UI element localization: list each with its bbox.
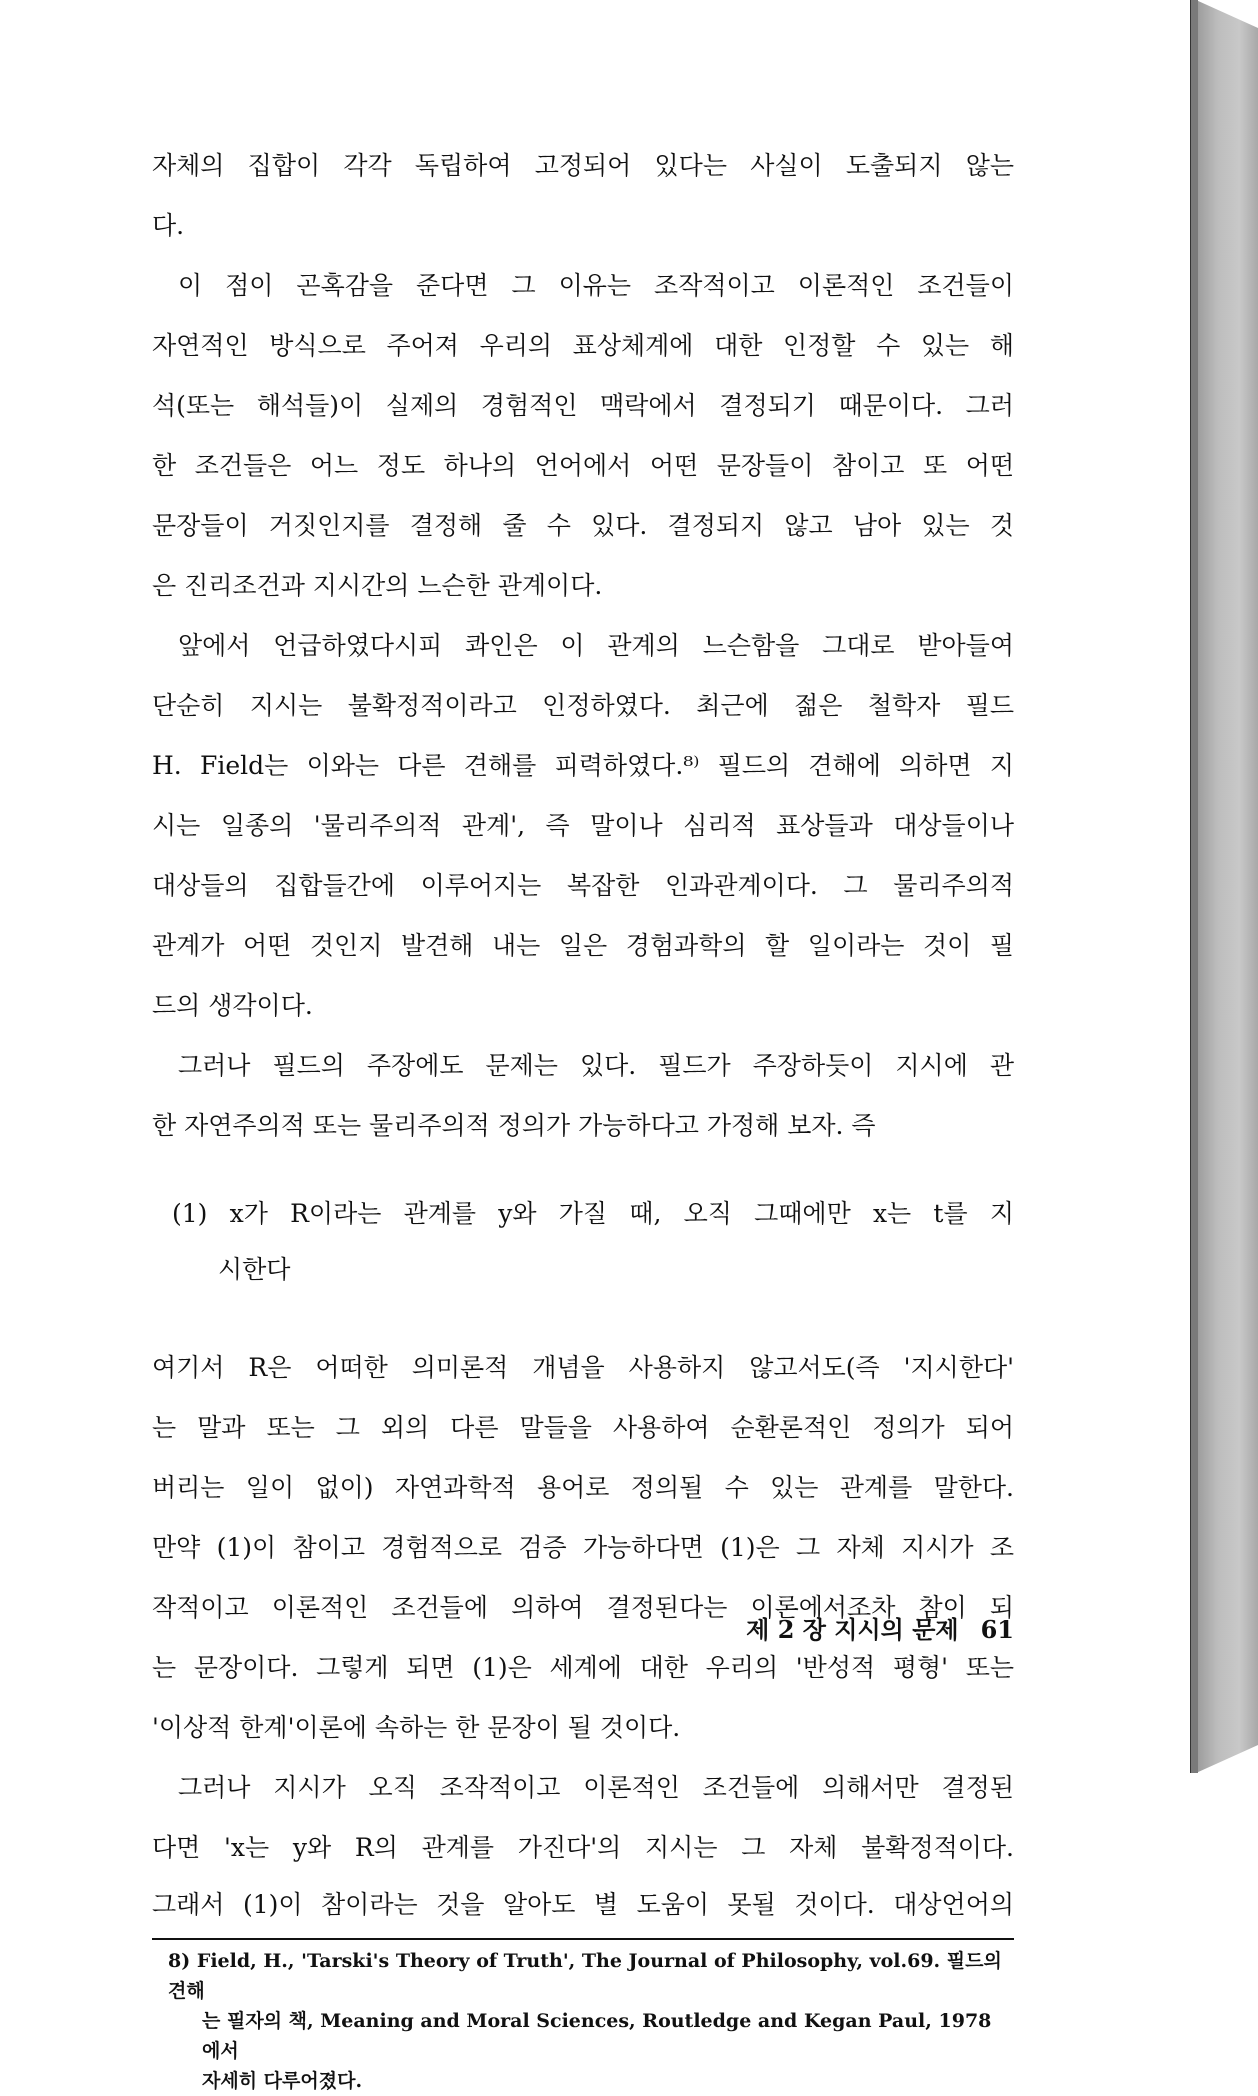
text-line: 시는 일종의 '물리주의적 관계', 즉 말이나 심리적 표상들과 대상들이나 xyxy=(152,811,1014,840)
text-line: 는 문장이다. 그렇게 되면 (1)은 세계에 대한 우리의 '반성적 평형' 또는 xyxy=(152,1653,1014,1682)
footnote xyxy=(152,1946,1014,2096)
text-line: '이상적 한계'이론에 속하는 한 문장이 될 것이다. xyxy=(152,1713,681,1742)
text-line: 한 자연주의적 또는 물리주의적 정의가 가능하다고 가정해 보자. 즉 xyxy=(152,1111,876,1140)
footnote-line: 8) Field, H., 'Tarski's Theory of Truth', The Journal of Philosophy, vol.69. 필드의 견해 xyxy=(168,1950,1002,2002)
book-page-edge xyxy=(1196,0,1258,1773)
text-line: 다. xyxy=(152,211,185,240)
text-line: 관계가 어떤 것인지 발견해 내는 일은 경험과학의 할 일이라는 것이 필 xyxy=(152,931,1014,960)
text-line: 그래서 (1)이 참이라는 것을 알아도 별 도움이 못될 것이다. 대상언어의 xyxy=(152,1878,1014,1940)
text-line: 버리는 일이 없이) 자연과학적 용어로 정의될 수 있는 관계를 말한다. xyxy=(152,1473,1014,1502)
text-line: 은 진리조건과 지시간의 느슨한 관계이다. xyxy=(152,571,603,600)
running-head-chapter: 제 2 장 지시의 문제 xyxy=(746,1615,959,1644)
text-line: 석(또는 해석들)이 실제의 경험적인 맥락에서 결정되기 때문이다. 그러 xyxy=(152,391,1014,420)
text-line: 대상들의 집합들간에 이루어지는 복잡한 인과관계이다. 그 물리주의적 xyxy=(152,871,1014,900)
text-line: 이 점이 곤혹감을 준다면 그 이유는 조작적이고 이론적인 조건들이 xyxy=(178,271,1014,300)
text-line: 한 조건들은 어느 정도 하나의 언어에서 어떤 문장들이 참이고 또 어떤 xyxy=(152,451,1014,480)
text-line: 드의 생각이다. xyxy=(152,991,313,1020)
text-line: 작적이고 이론적인 조건들에 의하여 결정된다는 이론에서조차 참이 되 xyxy=(152,1593,1014,1622)
book-spine-shadow xyxy=(1190,0,1198,1773)
text-line: 는 말과 또는 그 외의 다른 말들을 사용하여 순환론적인 정의가 되어 xyxy=(152,1413,1014,1442)
text-line: H. Field는 이와는 다른 견해를 피력하였다.⁸⁾ 필드의 견해에 의하면 지 xyxy=(152,751,1014,780)
text-line: 단순히 지시는 불확정적이라고 인정하였다. 최근에 젊은 철학자 필드 xyxy=(152,691,1014,720)
footnote-block xyxy=(152,1946,1014,2096)
page-footer xyxy=(700,1610,1014,1645)
text-line: 그러나 필드의 주장에도 문제는 있다. 필드가 주장하듯이 지시에 관 xyxy=(178,1051,1014,1080)
footnote-line: 는 필자의 책, Meaning and Moral Sciences, Routledge and Kegan Paul, 1978 에서 xyxy=(202,2010,992,2062)
page-number: 61 xyxy=(980,1615,1014,1644)
spacer xyxy=(152,1156,1014,1186)
text-line: 여기서 R은 어떠한 의미론적 개념을 사용하지 않고서도(즉 '지시한다' xyxy=(152,1353,1014,1382)
text-line: 다면 'x는 y와 R의 관계를 가진다'의 지시는 그 자체 불확정적이다. xyxy=(152,1833,1014,1862)
definition-line: (1) x가 R이라는 관계를 y와 가질 때, 오직 그때에만 x는 t를 지 xyxy=(172,1199,1014,1228)
text-line: 자체의 집합이 각각 독립하여 고정되어 있다는 사실이 도출되지 않는 xyxy=(152,151,1014,180)
paragraph-block-1 xyxy=(152,136,1014,1156)
footnote-line: 자세히 다루어졌다. xyxy=(202,2070,363,2092)
text-line: 그러나 지시가 오직 조작적이고 이론적인 조건들에 의해서만 결정된 xyxy=(178,1773,1014,1802)
text-line: 만약 (1)이 참이고 경험적으로 검증 가능하다면 (1)은 그 자체 지시가 조 xyxy=(152,1533,1014,1562)
spacer xyxy=(152,1298,1014,1338)
definition-block xyxy=(152,1186,1014,1298)
text-line: 문장들이 거짓인지를 결정해 줄 수 있다. 결정되지 않고 남아 있는 것 xyxy=(152,511,1014,540)
definition-line: 시한다 xyxy=(218,1255,291,1284)
text-line: 자연적인 방식으로 주어져 우리의 표상체계에 대한 인정할 수 있는 해 xyxy=(152,331,1014,360)
text-line: 앞에서 언급하였다시피 콰인은 이 관계의 느슨함을 그대로 받아들여 xyxy=(178,631,1014,660)
page-body xyxy=(152,136,1014,2096)
